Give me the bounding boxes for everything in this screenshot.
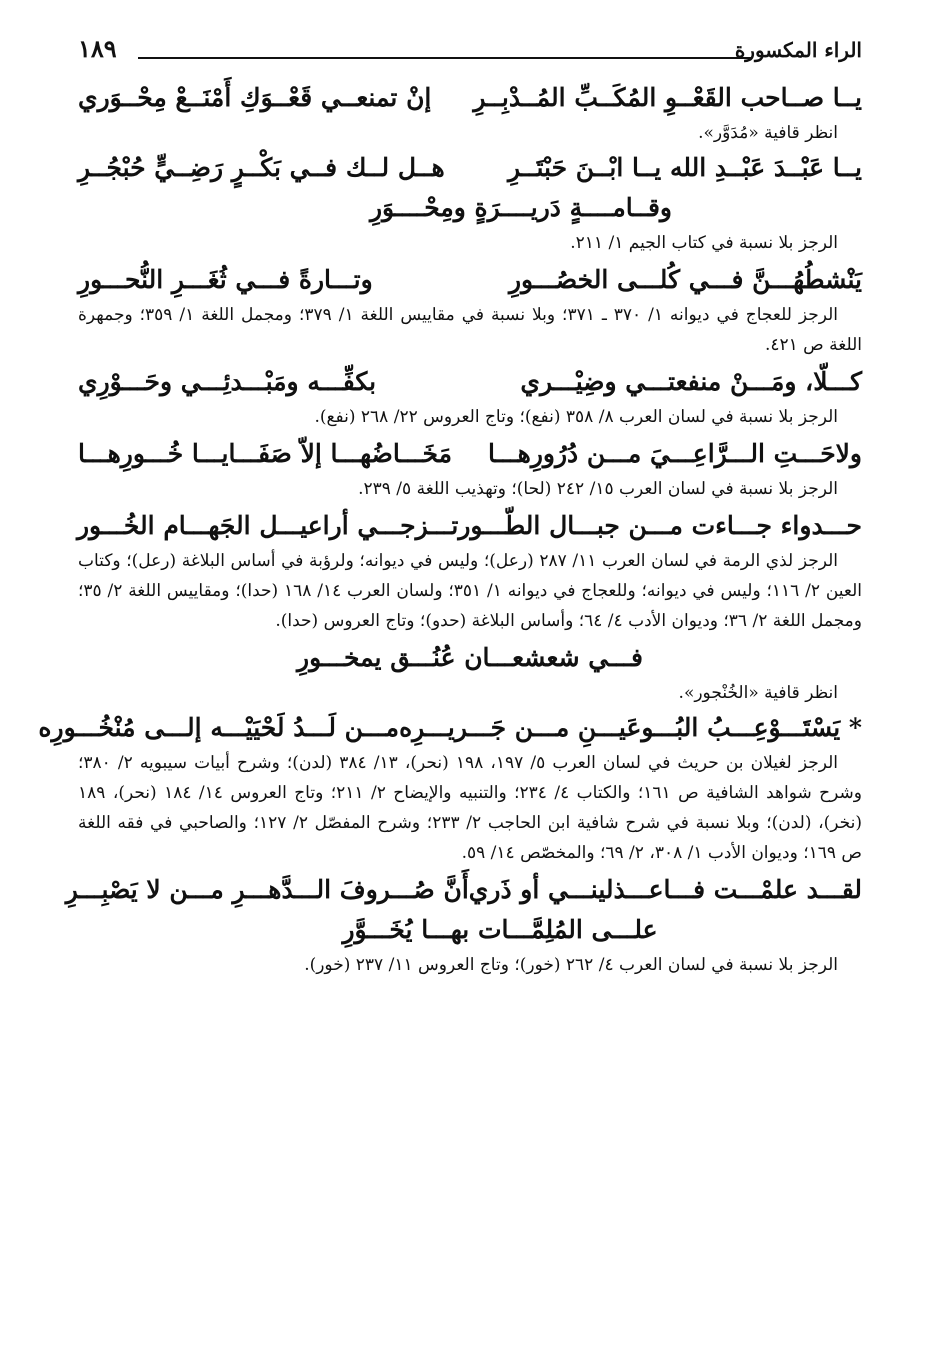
verse-single-line: فـــي شعشعـــان عُنُـــق يمخـــورِ	[297, 643, 643, 672]
second-hemistich: مَخَـــاضُهـــا إلاّ صَفَـــايـــا خُـــورِهـــا	[78, 439, 452, 468]
verse-continuation: وقــامــــةٍ دَريــــرَةٍ ومِحْــــوَرِ	[369, 193, 672, 222]
source-note: الرجز لغيلان بن حريث في لسان العرب ٥/ ١٩٧، ١٩٨ (نحر)، ١٣/ ٣٨٤ (لدن)؛ وشرح أبيات سيبويه ٢/ ٣٨٠؛ وشرح شواهد الشافية ص ١٦١؛ والكتاب ٤/ ٢٣٤؛ والتنبيه والإيضاح ٢/ ٢١١؛ وتاج العروس ١٤/ ١٨٤ (نحر)، ١٨٩ (نخر)، (لدن)؛ وبلا نسبة في شرح شافية ابن الحاجب ٢/ ٢٣٣؛ وشرح المفصّل ٢/ ١٢٧؛ والصاحبي في فقه اللغة ص ١٦٩؛ وديوان الأدب ١/ ٣٠٨، ٢/ ٦٩؛ والمخصّص ١٤/ ٥٩.	[78, 753, 863, 863]
verse-line	[78, 362, 862, 402]
source-note: الرجز للعجاج في ديوانه ١/ ٣٧٠ ـ ٣٧١؛ وبلا نسبة في مقاييس اللغة ١/ ٣٧٩؛ ومجمل اللغة ١/ ٣٥٩؛ وجمهرة اللغة ص ٤٢١.	[78, 305, 862, 355]
book-page	[38, 34, 863, 982]
source-note: الرجز بلا نسبة في لسان العرب ٤/ ٢٦٢ (خور)؛ وتاج العروس ١١/ ٢٣٧ (خور).	[304, 955, 838, 975]
verse-continuation: علـــى المُلِمَّـــات بهـــا يُخَـــوَّرِ	[342, 915, 658, 944]
cross-reference: انظر قافية «مُدَوَّر».	[698, 123, 838, 143]
first-hemistich: حـــدواء جـــاءت مـــن جبـــال الطّـــور	[458, 511, 862, 540]
verse-line	[38, 708, 862, 748]
source-note: الرجز لذي الرمة في لسان العرب ١١/ ٢٨٧ (رعل)؛ وليس في ديوانه؛ ولرؤبة في أساس البلاغة (رعل)؛ وكتاب العين ٢/ ١١٦؛ وليس في ديوانه؛ وللعجاج في ديوانه ١/ ٣٥١؛ ولسان العرب ١٤/ ١٦٨ (حدا)؛ ومقاييس اللغة ٢/ ٣٥؛ ومجمل اللغة ٢/ ٣٦؛ وديوان الأدب ٤/ ٦٤؛ وأساس البلاغة (حدو)؛ وتاج العروس (حدا).	[78, 551, 862, 631]
first-hemistich-text: يَسْتَـــوْعِـــبُ البُـــوعَيـــنِ مـــن جَـــريـــرِه	[399, 713, 841, 742]
second-hemistich: هــل لــك فــي بَكْــرٍ رَضِــيٍّ حُبْجُــرِ	[78, 153, 445, 182]
source-note: الرجز بلا نسبة في لسان العرب ٨/ ٣٥٨ (نفع)؛ وتاج العروس ٢٢/ ٢٦٨ (نفع).	[314, 407, 838, 427]
first-hemistich: لقـــد علمْـــت فـــاعـــذلينـــي أو ذَري	[468, 875, 862, 904]
verse-line	[78, 506, 862, 546]
second-hemistich: أَنَّ صُـــروفَ الـــدَّهـــرِ مـــن لا يَصْبِـــرِ	[65, 875, 469, 904]
asterisk-marker: *	[848, 713, 862, 742]
first-hemistich	[399, 708, 862, 748]
page-number: ١٨٩	[78, 34, 117, 63]
source-note: الرجز بلا نسبة في كتاب الجيم ١/ ٢١١.	[570, 233, 838, 253]
first-hemistich: كـــلّا، ومَـــنْ منفعتـــي وضِيْـــري	[520, 367, 862, 396]
first-hemistich: يــا عَبْــدَ عَبْــدِ الله يــا ابْــنَ حَبْتَــرِ	[508, 153, 862, 182]
verse-line	[78, 434, 862, 474]
verse-line	[78, 148, 862, 188]
first-hemistich: ولاحَـــتِ الـــرَّاعِـــيَ مـــن دُرُورِهـــا	[488, 439, 862, 468]
running-title: الراء المكسورة	[734, 38, 862, 62]
header-rule	[138, 57, 752, 59]
page-header	[78, 34, 862, 78]
second-hemistich: إنْ تمنعــي قَعْــوَكِ أَمْنَــعْ مِحْــوَري	[78, 83, 432, 112]
first-hemistich: يَنْشطُهُـــنَّ فـــي كُلـــى الخصُـــورِ	[508, 265, 862, 294]
source-note: الرجز بلا نسبة في لسان العرب ١٥/ ٢٤٢ (لحا)؛ وتهذيب اللغة ٥/ ٢٣٩.	[358, 479, 838, 499]
verse-line	[65, 870, 862, 910]
second-hemistich: وتـــارةً فـــي ثُغَـــرِ النُّحـــورِ	[78, 265, 373, 294]
verse-line	[78, 260, 862, 300]
first-hemistich: يــا صــاحب القَعْــوِ المُكَــبِّ المُــدْبِــرِ	[473, 83, 862, 112]
cross-reference: انظر قافية «الخُنْجور».	[678, 683, 838, 703]
verse-line	[78, 78, 862, 118]
second-hemistich: تـــزجـــي أراعيـــل الجَهـــام الخُـــور	[76, 511, 459, 540]
second-hemistich: بكفِّـــه ومَبْـــدئِـــي وحَـــوْرِي	[78, 367, 377, 396]
second-hemistich: مـــن لَـــدُ لَحْيَيْـــه إلـــى مُنْخُـــورِه	[38, 713, 400, 742]
